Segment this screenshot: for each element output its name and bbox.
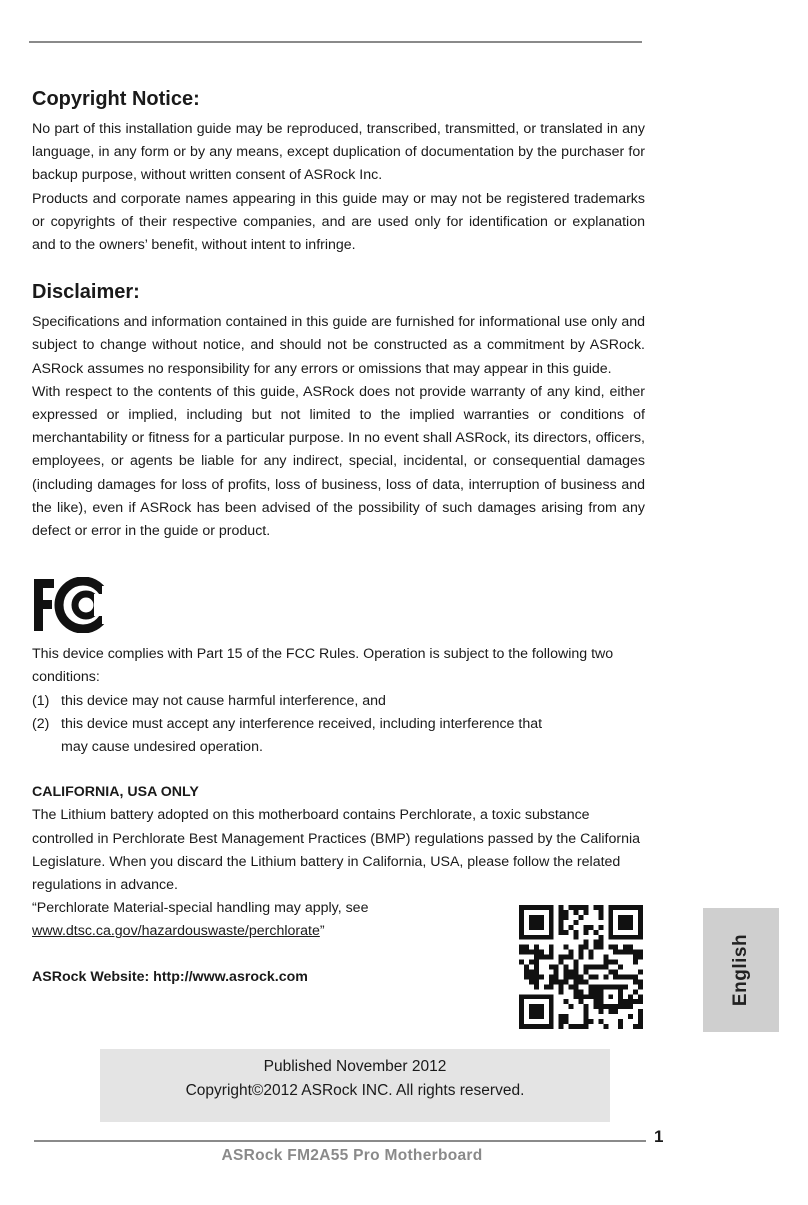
asrock-website[interactable]: ASRock Website: http://www.asrock.com: [32, 968, 308, 985]
california-body: The Lithium battery adopted on this motherboard contains Perchlorate, a toxic substance controlled in Perchlorate Best Management Practices (BMP) regulations passed by the California Legislature. When you discard the Lithium battery in California, USA, please follow the related regulations in advance.: [32, 807, 640, 894]
california-quote-line: “Perchlorate Material-special handling may apply, see: [32, 900, 369, 917]
fcc-condition-2-continuation: may cause undesired operation.: [61, 739, 263, 756]
perchlorate-link[interactable]: www.dtsc.ca.gov/hazardouswaste/perchlorate: [32, 923, 320, 940]
bottom-rule: [34, 1140, 646, 1142]
document-body: [32, 86, 645, 989]
language-tab-label: English: [730, 933, 751, 1007]
disclaimer-paragraph-2: With respect to the contents of this guide, ASRock does not provide warranty of any kind, either expressed or implied, including but not limited to the implied warranties or conditions of merchantability or fitness for a particular purpose. In no event shall ASRock, its directors, officers, employees, or agents be liable for any indirect, special, incidental, or consequential damages (including damages for loss of profits, loss of business, loss of data, interruption of business and the like), even if ASRock has been advised of the possibility of such damages arising from any defect or error in the guide or product.: [32, 383, 645, 540]
california-heading: CALIFORNIA, USA ONLY: [32, 784, 199, 801]
copyright-heading: Copyright Notice:: [32, 88, 200, 110]
published-box: [100, 1049, 610, 1122]
fcc-intro: This device complies with Part 15 of the FCC Rules. Operation is subject to the following two conditions:: [32, 646, 614, 686]
copyright-paragraph-2: Products and corporate names appearing in this guide may or may not be registered trademarks or copyrights of their respective companies, and are used only for identification or explanation and to the owners’ benefit, without intent to infringe.: [32, 190, 645, 254]
fcc-condition-text: this device must accept any interference received, including interference that: [61, 715, 543, 732]
top-rule: [29, 41, 642, 43]
fcc-condition-2: [32, 713, 645, 736]
copyright-paragraph-1: No part of this installation guide may be reproduced, transcribed, transmitted, or translated in any language, in any form or by any means, except duplication of documentation by the purchaser for backup purpose, without written consent of ASRock Inc.: [32, 121, 645, 184]
fcc-logo: [32, 577, 112, 633]
fcc-condition-number: (1): [32, 692, 50, 709]
qr-code: [519, 905, 643, 1029]
page-number: 1: [654, 1127, 664, 1146]
copyright-section: [32, 86, 645, 257]
closing-quote: ”: [319, 923, 325, 940]
published-date: Published November 2012: [263, 1058, 447, 1075]
fcc-condition-text: this device may not cause harmful interference, and: [61, 692, 386, 709]
disclaimer-heading: Disclaimer:: [32, 281, 140, 304]
copyright-line: Copyright©2012 ASRock INC. All rights reserved.: [185, 1082, 525, 1099]
language-tab: [703, 908, 779, 1032]
disclaimer-paragraph-1: Specifications and information contained in this guide are furnished for informational use only and subject to change without notice, and should not be constructed as a commitment by ASRock. ASRock assumes no responsibility for any errors or omissions that may appear in this guide.: [32, 314, 645, 377]
fcc-condition-1: [32, 690, 645, 713]
fcc-condition-number: (2): [32, 715, 50, 732]
footer-title: ASRock FM2A55 Pro Motherboard: [221, 1147, 483, 1164]
disclaimer-section: [32, 279, 645, 543]
